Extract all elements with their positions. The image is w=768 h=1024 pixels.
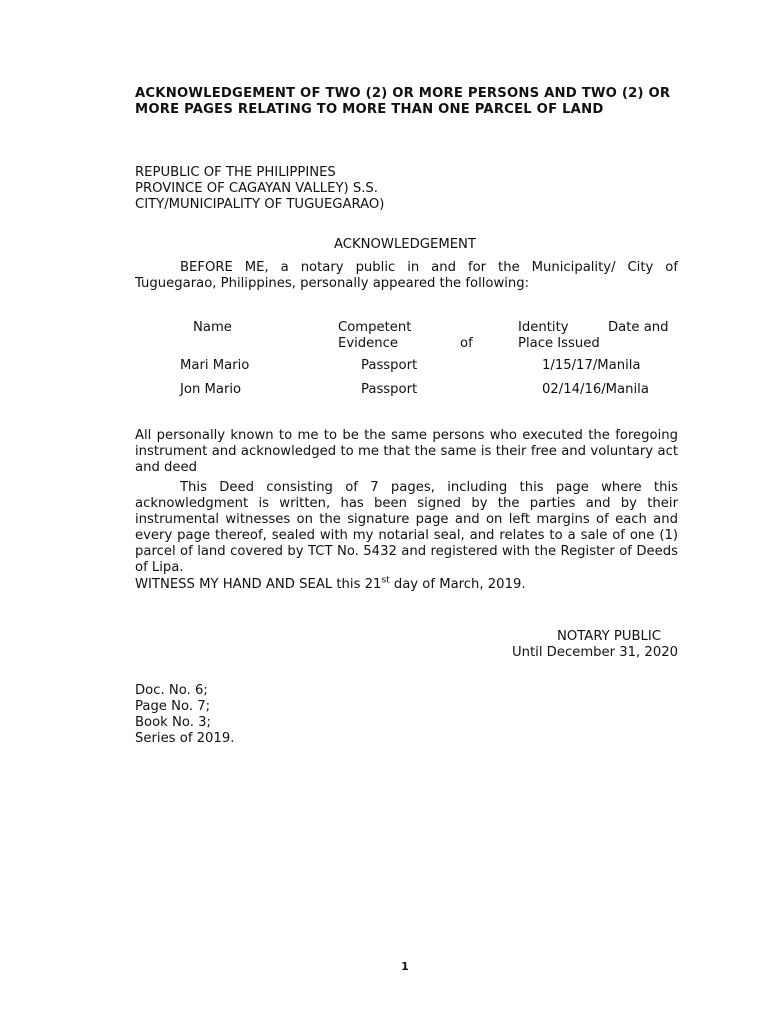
doc-number: Doc. No. 6;	[135, 683, 208, 698]
deed-paragraph: This Deed consisting of 7 pages, including this page where this acknowledgment is written, has been signed by the parties and by their instrumental witnesses on the signature page and on left margins of each and every page thereof, sealed with my notarial seal, and relates to a sale of one (1) parcel of land covered by TCT No. 5432 and registered with the Register of Deeds of Lipa.	[135, 480, 678, 575]
notary-title: NOTARY PUBLIC	[557, 629, 661, 644]
row-1-date-place: 1/15/17/Manila	[542, 358, 641, 373]
witness-line	[135, 577, 678, 593]
row-1-evidence: Passport	[361, 358, 418, 373]
venue-line-country: REPUBLIC OF THE PHILIPPINES	[135, 165, 336, 180]
header-date-and: Date and	[608, 320, 669, 335]
personally-known-paragraph: All personally known to me to be the same persons who executed the foregoing instrument and acknowledged to me that the same is their free and voluntary act and deed	[135, 428, 678, 475]
row-2-name: Jon Mario	[180, 382, 242, 397]
header-name: Name	[193, 320, 232, 335]
intro-paragraph: BEFORE ME, a notary public in and for the Municipality/ City of Tuguegarao, Philippines, personally appeared the following:	[135, 260, 678, 291]
document-reference	[135, 683, 234, 747]
notary-commission: Until December 31, 2020	[511, 645, 678, 660]
venue-line-province: PROVINCE OF CAGAYAN VALLEY) S.S.	[135, 181, 378, 196]
book-number: Book No. 3;	[135, 715, 211, 730]
header-identity: Identity	[518, 320, 569, 335]
row-1-name: Mari Mario	[180, 358, 250, 373]
notary-block	[512, 629, 678, 661]
series-year: Series of 2019.	[135, 731, 235, 746]
document-title: ACKNOWLEDGEMENT OF TWO (2) OR MORE PERSONS AND TWO (2) OR MORE PAGES RELATING TO MORE THAN ONE PARCEL OF LAND	[135, 86, 671, 117]
acknowledgement-heading: ACKNOWLEDGEMENT	[334, 237, 476, 252]
row-2-evidence: Passport	[361, 382, 418, 397]
header-evidence-line1: Competent	[338, 320, 412, 335]
witness-date-text: day of March, 2019.	[389, 577, 526, 592]
witness-text: WITNESS MY HAND AND SEAL this 21	[135, 577, 382, 592]
row-2-date-place: 02/14/16/Manila	[542, 382, 649, 397]
page-number: 1	[401, 960, 409, 973]
header-of: of	[460, 336, 473, 351]
page-number-ref: Page No. 7;	[135, 699, 211, 714]
header-place-issued: Place Issued	[518, 336, 600, 351]
venue-line-city: CITY/MUNICIPALITY OF TUGUEGARAO)	[135, 197, 385, 212]
venue-block	[135, 165, 384, 213]
witness-ordinal-suffix: st	[381, 575, 390, 586]
header-evidence-line2: Evidence	[338, 336, 399, 351]
